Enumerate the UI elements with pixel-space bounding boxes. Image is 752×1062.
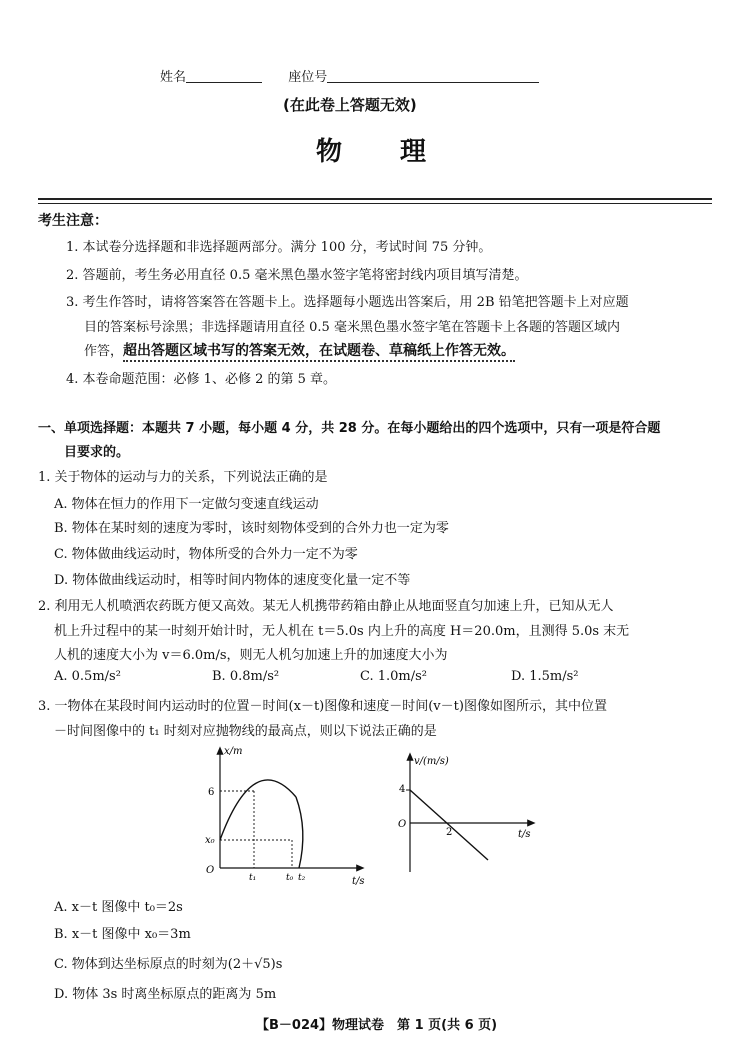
seat-blank [327, 68, 539, 83]
q2-stem-2: 机上升过程中的某一时刻开始计时，无人机在 t＝5.0s 内上升的高度 H＝20.0m，且测得 5.0s 末无 [54, 624, 630, 639]
name-label: 姓名 [160, 70, 187, 85]
name-field-row [160, 66, 539, 85]
notice-item-3-cont: 目的答案标号涂黑；非选择题请用直径 0.5 毫米黑色墨水签字笔在答题卡上各题的答题区域内 [84, 320, 620, 335]
notice-item-2: 2. 答题前，考生务必用直径 0.5 毫米黑色墨水签字笔将密封线内项目填写清楚。 [66, 268, 528, 283]
vt-x-tick-2: 2 [446, 827, 453, 838]
notice-item-3-emphasis: 超出答题区域书写的答案无效，在试题卷、草稿纸上作答无效。 [123, 343, 515, 362]
q1-option-b: B. 物体在某时刻的速度为零时，该时刻物体受到的合外力也一定为零 [54, 521, 449, 536]
notice-title: 考生注意： [38, 213, 108, 229]
q3-stem-1: 3. 一物体在某段时间内运动时的位置－时间(x－t)图像和速度－时间(v－t)图像如图所示，其中位置 [38, 699, 607, 714]
vt-graph [394, 750, 544, 880]
q3-option-d: D. 物体 3s 时离坐标原点的距离为 5m [54, 987, 277, 1002]
q1-option-c: C. 物体做曲线运动时，物体所受的合外力一定不为零 [54, 547, 358, 562]
q2-option-a: A. 0.5m/s² [54, 669, 121, 684]
q3-option-a: A. x－t 图像中 t₀＝2s [54, 900, 183, 915]
q2-option-c: C. 1.0m/s² [360, 669, 428, 684]
divider-thick [38, 198, 712, 200]
invalid-note: (在此卷上答题无效) [283, 96, 417, 114]
xt-y-tick-6: 6 [208, 787, 215, 798]
xt-parabola [220, 780, 296, 840]
name-blank [186, 68, 262, 83]
notice-item-3-emph-line [84, 340, 515, 360]
q2-option-b: B. 0.8m/s² [212, 669, 280, 684]
divider-thin [38, 203, 712, 204]
q3-option-b: B. x－t 图像中 x₀＝3m [54, 927, 191, 942]
vt-y-tick-4: 4 [399, 784, 406, 795]
vt-ylabel: v/(m/s) [414, 756, 449, 767]
subject-title: 物 理 [316, 137, 429, 167]
q1-stem: 1. 关于物体的运动与力的关系，下列说法正确的是 [38, 470, 328, 485]
seat-label: 座位号 [288, 70, 328, 85]
notice-item-3-prefix: 作答， [84, 344, 124, 359]
xt-graph [196, 740, 376, 890]
xt-xlabel: t/s [352, 876, 365, 887]
notice-item-4: 4. 本卷命题范围：必修 1、必修 2 的第 5 章。 [66, 372, 337, 387]
vt-origin: O [398, 819, 407, 830]
xt-parabola-tail [296, 797, 303, 868]
xt-origin: O [206, 865, 215, 876]
q2-option-d: D. 1.5m/s² [511, 669, 579, 684]
q1-option-d: D. 物体做曲线运动时，相等时间内物体的速度变化量一定不等 [54, 573, 411, 588]
section1-heading: 一、单项选择题：本题共 7 小题，每小题 4 分，共 28 分。在每小题给出的四个选项中，只有一项是符合题 [38, 421, 661, 436]
xt-x-tick-t2: t₂ [298, 873, 306, 883]
notice-item-3: 3. 考生作答时，请将答案答在答题卡上。选择题每小题选出答案后，用 2B 铅笔把答题卡上对应题 [66, 295, 629, 310]
vt-line [410, 790, 488, 860]
q1-option-a: A. 物体在恒力的作用下一定做匀变速直线运动 [54, 497, 319, 512]
xt-x-tick-t1: t₁ [249, 873, 257, 883]
section1-heading-cont: 目要求的。 [64, 445, 130, 460]
vt-xlabel: t/s [518, 829, 531, 840]
xt-x-tick-t0: t₀ [286, 873, 294, 883]
page-footer: 【B－024】物理试卷 第 1 页(共 6 页) [256, 1018, 498, 1033]
q2-stem-1: 2. 利用无人机喷洒农药既方便又高效。某无人机携带药箱由静止从地面竖直匀加速上升，已知从无人 [38, 599, 614, 614]
q3-stem-2: －时间图像中的 t₁ 时刻对应抛物线的最高点，则以下说法正确的是 [54, 724, 437, 739]
notice-item-1: 1. 本试卷分选择题和非选择题两部分。满分 100 分，考试时间 75 分钟。 [66, 240, 492, 255]
q3-option-c: C. 物体到达坐标原点的时刻为(2＋√5)s [54, 957, 283, 972]
xt-ylabel: x/m [224, 746, 243, 757]
xt-y-tick-x0: x₀ [205, 835, 215, 846]
q2-stem-3: 人机的速度大小为 v＝6.0m/s，则无人机匀加速上升的加速度大小为 [54, 648, 448, 663]
